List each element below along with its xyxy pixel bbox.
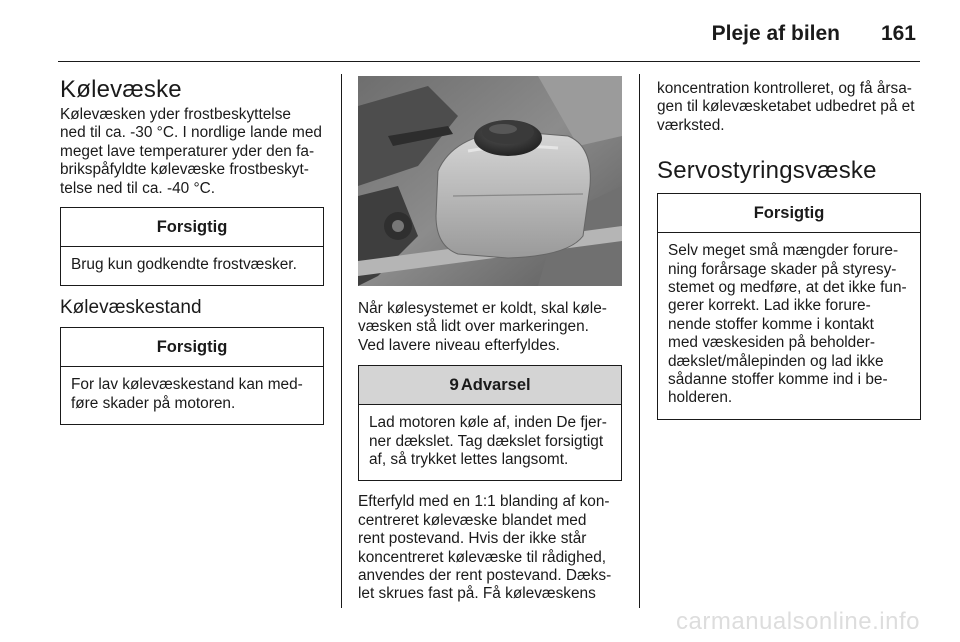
section-heading-coolant: Kølevæske (60, 76, 182, 103)
caution-box-title: Forsigtig (658, 194, 920, 233)
caution-box-title: Forsigtig (61, 208, 323, 247)
watermark: carmanualsonline.info (676, 608, 920, 635)
subheading-coolant-level: Kølevæskestand (60, 297, 202, 319)
warning-title-label: Advarsel (460, 376, 531, 395)
warning-box (358, 365, 622, 481)
caution-box-antifreeze (60, 207, 324, 286)
coolant-intro-text: Kølevæsken yder frostbeskyttelse ned til ca. -30 °C. I nordlige lande med meget lave temperaturer yder den fa- brikspåfyldte kølevæske frostbeskyt- telse ned til ca. -40 °C. (60, 106, 322, 197)
section-heading-power-steering-fluid: Servostyringsvæske (657, 157, 877, 185)
caution-box-text: Brug kun godkendte frostvæsker. (71, 256, 297, 274)
header-rule (58, 61, 920, 62)
page-header-title: Pleje af bilen (711, 22, 840, 45)
page-number: 161 (880, 22, 916, 45)
column-2 (358, 76, 622, 604)
caution-box-power-steering (657, 193, 921, 420)
caution-box-text: Selv meget små mængder forure- ning forårsage skader på styresy- stemet og medføre, at det ikke fun- gerer korrekt. Lad ikke forure- nende stoffer komme i kontakt med væskesiden på beholder- dækslet/målepinden og lad ikke sådanne stoffer komme ind i be- holderen. (668, 242, 907, 407)
column-1 (60, 76, 324, 425)
column-divider-1 (341, 74, 342, 608)
refill-instructions-text: Efterfyld med en 1:1 blanding af kon- centreret kølevæske blandet med rent postevand. Hvis der ikke står koncentreret kølevæske til rådighed, anvendes der rent postevand. Dæks- let skrues fast på. Få kølevæskens (358, 493, 612, 603)
warning-box-title (359, 366, 621, 405)
column-3 (657, 80, 921, 420)
warning-box-text: Lad motoren køle af, inden De fjer- ner dækslet. Tag dækslet forsigtigt af, så trykket lettes langsomt. (369, 414, 607, 469)
caution-box-text: For lav kølevæskestand kan med- føre skader på motoren. (71, 376, 303, 412)
caution-box-title: Forsigtig (61, 328, 323, 367)
coolant-reservoir-photo (358, 76, 622, 286)
caution-box-coolant-level (60, 327, 324, 425)
column-divider-2 (639, 74, 640, 608)
coolant-level-text: Når kølesystemet er koldt, skal køle- væsken stå lidt over markeringen. Ved lavere niveau efterfyldes. (358, 300, 607, 354)
coolant-continued-text: koncentration kontrolleret, og få årsa- gen til kølevæsketabet udbedret på et værksted. (657, 80, 915, 134)
warning-icon: 9 (449, 375, 459, 395)
